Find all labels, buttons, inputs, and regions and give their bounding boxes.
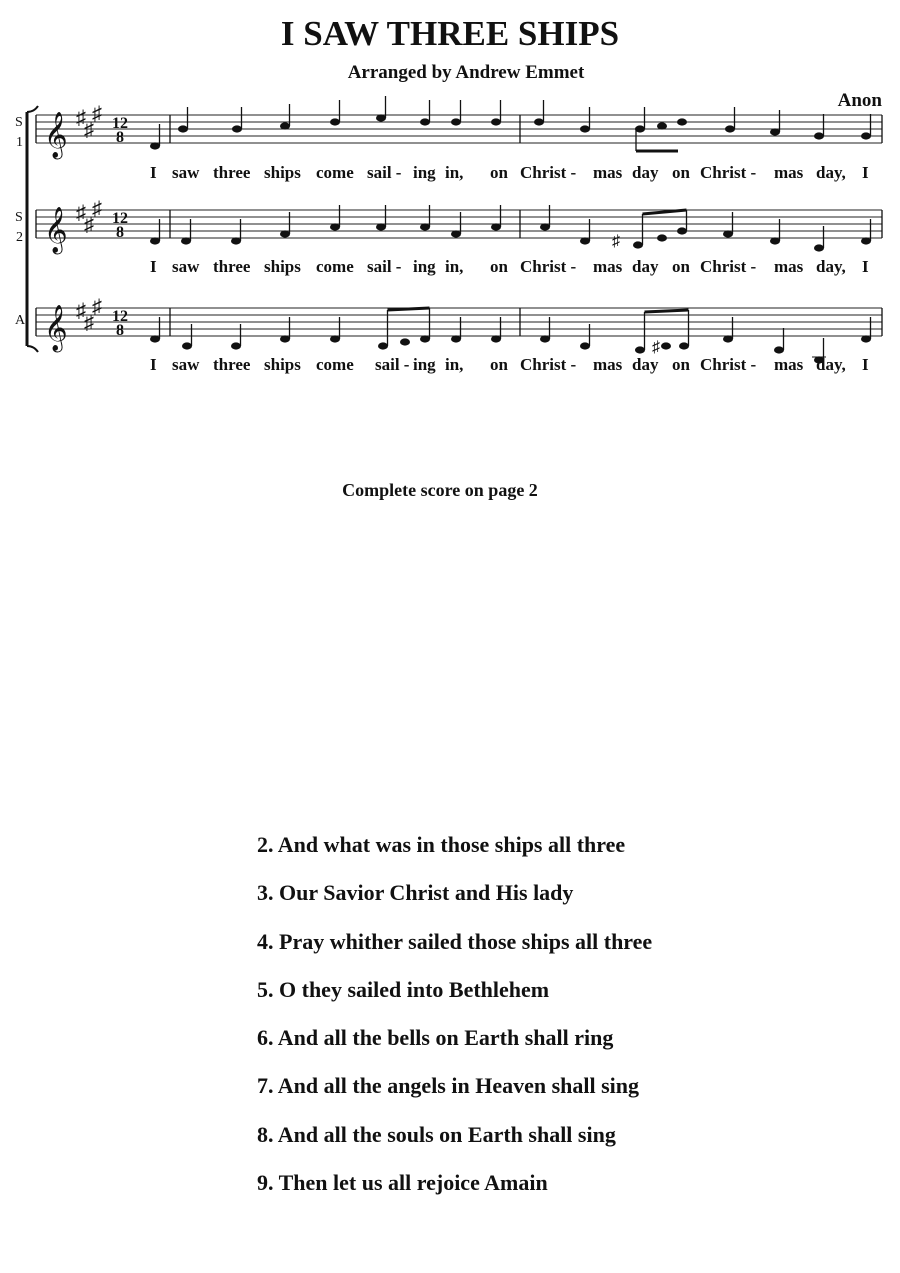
treble-clef-icon: 𝄞	[44, 207, 68, 252]
lyric: in,	[445, 355, 464, 374]
key-signature-icon	[76, 296, 102, 334]
svg-text:♯: ♯	[92, 296, 102, 318]
lyric: on	[672, 163, 690, 182]
lyric: three	[213, 355, 251, 374]
staff-label: 2	[16, 230, 23, 245]
lyric: sail -	[367, 163, 402, 182]
lyric: ships	[264, 257, 301, 276]
lyric: in,	[445, 163, 464, 182]
lyric: three	[213, 257, 251, 276]
lyric: on	[490, 355, 508, 374]
lyric: day,	[816, 257, 846, 276]
staff-label: S	[15, 115, 23, 130]
verse-item: 6. And all the bells on Earth shall ring	[257, 1025, 614, 1051]
lyric: Christ -	[520, 163, 577, 182]
lyric: Christ -	[520, 257, 577, 276]
lyric: I	[150, 257, 157, 276]
lyric: in,	[445, 257, 464, 276]
time-signature-bottom: 8	[116, 224, 124, 241]
lyric: mas	[774, 257, 804, 276]
verse-item: 9. Then let us all rejoice Amain	[257, 1170, 548, 1196]
staff-label: 1	[16, 135, 23, 150]
lyric: on	[672, 257, 690, 276]
lyrics-staff-3	[150, 355, 869, 374]
lyric: mas	[774, 163, 804, 182]
lyrics-staff-1	[150, 163, 869, 182]
treble-clef-icon: 𝄞	[44, 112, 68, 157]
lyrics-staff-2	[150, 257, 869, 276]
lyric: saw	[172, 257, 200, 276]
time-signature-top: 12	[112, 115, 128, 132]
svg-text:♯: ♯	[84, 214, 94, 236]
sharp-icon: ♯	[652, 339, 660, 356]
lyric: ing	[413, 163, 436, 182]
lyric: on	[490, 257, 508, 276]
lyric: come	[316, 257, 354, 276]
lyric: ships	[264, 355, 301, 374]
staff-label: S	[15, 210, 23, 225]
lyric: three	[213, 163, 251, 182]
lyric: Christ -	[700, 163, 757, 182]
verse-item: 3. Our Savior Christ and His lady	[257, 880, 574, 906]
verse-list	[257, 830, 652, 1216]
lyric: mas	[593, 163, 623, 182]
time-signature-bottom: 8	[116, 129, 124, 146]
lyric: saw	[172, 355, 200, 374]
verse-item: 2. And what was in those ships all three	[257, 832, 626, 857]
lyric: I	[150, 355, 157, 374]
verse-item: 5. O they sailed into Bethlehem	[257, 976, 550, 1002]
svg-text:♯: ♯	[92, 198, 102, 220]
lyric: ships	[264, 163, 301, 182]
lyric: come	[316, 355, 354, 374]
notes	[150, 205, 871, 252]
lyric: Christ -	[700, 355, 757, 374]
verse-item: 7. And all the angels in Heaven shall sing	[257, 1073, 640, 1099]
arranger-credit: Arranged by Andrew Emmet	[347, 62, 585, 83]
lyric: I	[862, 163, 869, 182]
lyric: mas	[593, 355, 623, 374]
lyric: day	[632, 355, 659, 374]
lyric: I	[862, 257, 869, 276]
lyric: day,	[816, 163, 846, 182]
lyric: I	[150, 163, 157, 182]
time-signature-top: 12	[112, 308, 128, 325]
staff-soprano-1	[15, 96, 882, 182]
lyric: sail -	[367, 257, 402, 276]
lyric: saw	[172, 163, 200, 182]
svg-text:♯: ♯	[76, 107, 86, 129]
treble-clef-icon: 𝄞	[44, 305, 68, 350]
lyric: ing	[413, 355, 436, 374]
svg-text:♯: ♯	[84, 312, 94, 334]
key-signature-icon	[76, 103, 102, 141]
lyric: day	[632, 257, 659, 276]
svg-text:♯: ♯	[76, 300, 86, 322]
lyric: come	[316, 163, 354, 182]
lyric: ing	[413, 257, 436, 276]
staff-label: A	[15, 313, 26, 328]
lyric: Christ -	[700, 257, 757, 276]
lyric: Christ -	[520, 355, 577, 374]
lyric: day,	[816, 355, 846, 374]
song-title: I SAW THREE SHIPS	[280, 14, 620, 53]
sharp-icon: ♯	[612, 233, 620, 250]
lyric: on	[490, 163, 508, 182]
lyric: mas	[774, 355, 804, 374]
composer-credit: Anon	[837, 90, 882, 111]
lyric: sail -	[375, 355, 410, 374]
complete-score-note: Complete score on page 2	[342, 480, 538, 500]
lyric: mas	[593, 257, 623, 276]
staff-alto	[15, 296, 882, 374]
lyric: I	[862, 355, 869, 374]
svg-text:♯: ♯	[76, 202, 86, 224]
svg-text:♯: ♯	[92, 103, 102, 125]
key-signature-icon	[76, 198, 102, 236]
lyric: day	[632, 163, 659, 182]
lyric: on	[672, 355, 690, 374]
staff-soprano-2	[15, 198, 882, 276]
time-signature-top: 12	[112, 210, 128, 227]
verse-item: 4. Pray whither sailed those ships all three	[257, 928, 653, 954]
music-score	[0, 96, 900, 386]
svg-text:♯: ♯	[84, 119, 94, 141]
verse-item: 8. And all the souls on Earth shall sing	[257, 1121, 616, 1147]
time-signature-bottom: 8	[116, 322, 124, 339]
